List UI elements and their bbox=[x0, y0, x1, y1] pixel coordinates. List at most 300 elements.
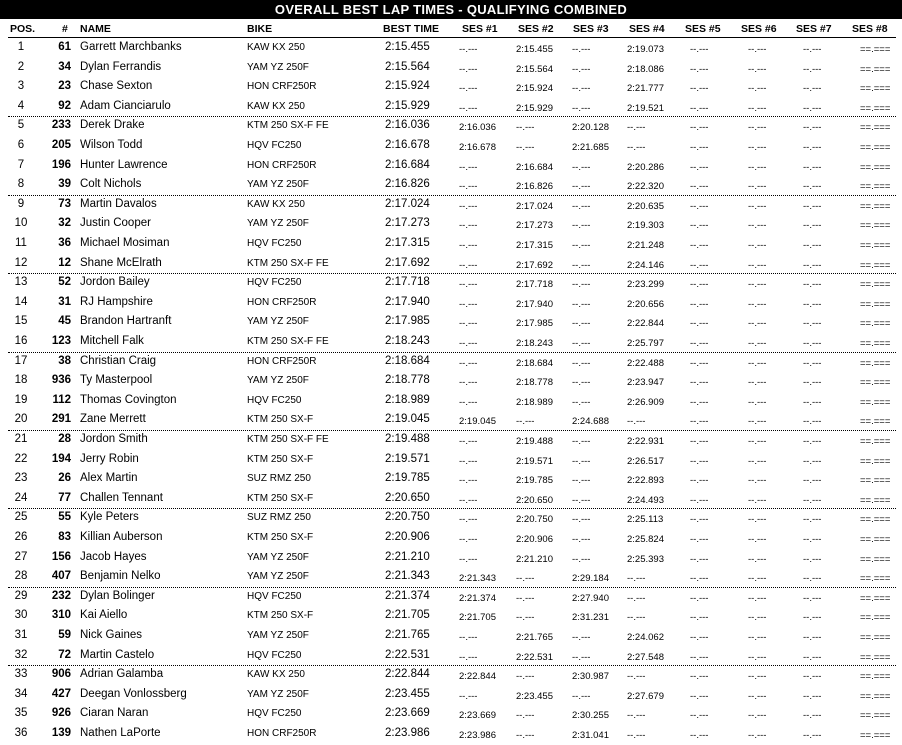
row-session-4-time: --.--- bbox=[627, 612, 646, 624]
row-session-4-time: 2:27.679 bbox=[627, 690, 664, 702]
row-session-4-time: --.--- bbox=[627, 416, 646, 428]
row-session-2-time: 2:18.243 bbox=[516, 338, 553, 349]
row-session-8-time: ==.=== bbox=[860, 475, 891, 487]
row-session-5-time: --.--- bbox=[690, 279, 709, 291]
row-session-1-time: --.--- bbox=[459, 83, 478, 95]
row-session-8-time: ==.=== bbox=[860, 338, 891, 349]
row-session-2-time: 2:17.985 bbox=[516, 318, 553, 330]
row-rider-name: Mitchell Falk bbox=[80, 335, 144, 347]
row-rider-name: Killian Auberson bbox=[80, 531, 163, 543]
row-session-3-time: 2:27.940 bbox=[572, 592, 609, 604]
row-session-1-time: --.--- bbox=[459, 632, 478, 643]
row-session-2-time: 2:21.765 bbox=[516, 632, 553, 643]
row-session-4-time: 2:21.777 bbox=[627, 83, 664, 95]
row-session-6-time: --.--- bbox=[748, 102, 767, 114]
row-session-3-time: --.--- bbox=[572, 632, 591, 643]
header-num: # bbox=[62, 23, 68, 35]
row-session-4-time: 2:20.656 bbox=[627, 298, 664, 310]
row-session-6-time: --.--- bbox=[748, 338, 767, 349]
row-session-1-time: --.--- bbox=[459, 455, 478, 467]
row-session-8-time: ==.=== bbox=[860, 553, 891, 565]
row-session-8-time: ==.=== bbox=[860, 710, 891, 722]
row-session-5-time: --.--- bbox=[690, 514, 709, 526]
row-rider-name: Challen Tennant bbox=[80, 491, 163, 504]
row-session-2-time: 2:15.455 bbox=[516, 44, 553, 55]
row-number: 196 bbox=[51, 158, 71, 171]
row-rider-name: Chase Sexton bbox=[80, 80, 153, 93]
row-session-4-time: 2:24.146 bbox=[627, 259, 664, 271]
row-session-6-time: --.--- bbox=[748, 612, 767, 624]
row-session-8-time: ==.=== bbox=[860, 181, 891, 193]
row-best-time: 2:17.718 bbox=[385, 276, 430, 289]
row-best-time: 2:19.045 bbox=[385, 413, 430, 426]
row-position: 1 bbox=[17, 41, 25, 53]
row-session-1-time: --.--- bbox=[459, 690, 478, 702]
row-session-3-time: --.--- bbox=[572, 651, 591, 663]
row-bike: KTM 250 SX-F FE bbox=[247, 257, 329, 269]
row-best-time: 2:22.844 bbox=[385, 668, 430, 681]
row-bike: YAM YZ 250F bbox=[247, 551, 309, 563]
row-best-time: 2:22.531 bbox=[385, 648, 430, 661]
row-session-8-time: ==.=== bbox=[860, 142, 891, 153]
row-session-2-time: 2:15.564 bbox=[516, 63, 553, 75]
row-session-3-time: 2:31.231 bbox=[572, 612, 609, 624]
row-number: 233 bbox=[51, 119, 71, 132]
row-rider-name: Jordon Bailey bbox=[80, 276, 150, 289]
row-session-3-time: --.--- bbox=[572, 475, 591, 487]
row-bike: YAM YZ 250F bbox=[247, 688, 309, 700]
row-bike: YAM YZ 250F bbox=[247, 375, 309, 387]
row-session-7-time: --.--- bbox=[803, 357, 822, 369]
row-session-5-time: --.--- bbox=[690, 200, 709, 212]
row-session-5-time: --.--- bbox=[690, 612, 709, 624]
table-row bbox=[0, 686, 902, 706]
row-session-3-time: 2:24.688 bbox=[572, 416, 609, 428]
table-row bbox=[0, 529, 902, 549]
row-session-5-time: --.--- bbox=[690, 494, 709, 506]
row-number: 194 bbox=[51, 452, 71, 465]
row-session-4-time: 2:25.113 bbox=[627, 514, 664, 526]
row-session-4-time: 2:25.824 bbox=[627, 534, 664, 545]
row-session-1-time: --.--- bbox=[459, 318, 478, 330]
row-session-3-time: --.--- bbox=[572, 514, 591, 526]
row-position: 31 bbox=[14, 629, 28, 641]
row-number: 310 bbox=[51, 609, 71, 622]
row-session-3-time: --.--- bbox=[572, 494, 591, 506]
row-best-time: 2:17.273 bbox=[385, 217, 430, 230]
row-session-3-time: --.--- bbox=[572, 259, 591, 271]
row-session-3-time: --.--- bbox=[572, 357, 591, 369]
row-session-8-time: ==.=== bbox=[860, 396, 891, 408]
row-session-2-time: 2:16.684 bbox=[516, 161, 553, 173]
row-best-time: 2:15.564 bbox=[385, 60, 430, 73]
row-session-2-time: --.--- bbox=[516, 612, 535, 624]
row-position: 18 bbox=[14, 374, 28, 387]
row-session-2-time: 2:17.273 bbox=[516, 220, 553, 232]
table-row bbox=[0, 490, 902, 510]
row-session-3-time: 2:21.685 bbox=[572, 142, 609, 153]
row-session-2-time: 2:20.750 bbox=[516, 514, 553, 526]
row-position: 6 bbox=[17, 139, 25, 151]
row-rider-name: Michael Mosiman bbox=[80, 237, 170, 249]
row-session-6-time: --.--- bbox=[748, 357, 767, 369]
row-number: 34 bbox=[58, 60, 71, 73]
row-position: 4 bbox=[17, 99, 25, 112]
row-session-7-time: --.--- bbox=[803, 612, 822, 624]
row-rider-name: Hunter Lawrence bbox=[80, 158, 168, 171]
row-rider-name: RJ Hampshire bbox=[80, 295, 153, 308]
row-session-1-time: --.--- bbox=[459, 436, 478, 447]
table-row bbox=[0, 196, 902, 216]
row-session-5-time: --.--- bbox=[690, 475, 709, 487]
page-title: OVERALL BEST LAP TIMES - QUALIFYING COMBINED bbox=[0, 0, 902, 19]
row-session-7-time: --.--- bbox=[803, 122, 822, 134]
row-session-5-time: --.--- bbox=[690, 240, 709, 251]
row-session-7-time: --.--- bbox=[803, 671, 822, 683]
row-session-1-time: --.--- bbox=[459, 553, 478, 565]
row-session-5-time: --.--- bbox=[690, 318, 709, 330]
row-session-8-time: ==.=== bbox=[860, 122, 891, 134]
row-session-2-time: --.--- bbox=[516, 416, 535, 428]
row-session-7-time: --.--- bbox=[803, 494, 822, 506]
row-position: 29 bbox=[14, 589, 28, 602]
row-session-7-time: --.--- bbox=[803, 553, 822, 565]
row-session-1-time: --.--- bbox=[459, 259, 478, 271]
row-session-4-time: 2:25.393 bbox=[627, 553, 664, 565]
table-row bbox=[0, 470, 902, 490]
row-session-7-time: --.--- bbox=[803, 83, 822, 95]
row-session-5-time: --.--- bbox=[690, 338, 709, 349]
row-session-4-time: 2:23.947 bbox=[627, 377, 664, 389]
row-bike: YAM YZ 250F bbox=[247, 630, 309, 641]
row-session-1-time: --.--- bbox=[459, 494, 478, 506]
row-session-1-time: 2:23.986 bbox=[459, 730, 496, 741]
row-bike: KTM 250 SX-F bbox=[247, 492, 314, 504]
row-session-6-time: --.--- bbox=[748, 181, 767, 193]
row-session-7-time: --.--- bbox=[803, 416, 822, 428]
row-session-7-time: --.--- bbox=[803, 181, 822, 193]
row-best-time: 2:19.571 bbox=[385, 452, 430, 465]
header-best-time: BEST TIME bbox=[383, 23, 440, 35]
row-session-4-time: 2:20.635 bbox=[627, 200, 664, 212]
row-session-8-time: ==.=== bbox=[860, 494, 891, 506]
row-session-8-time: ==.=== bbox=[860, 455, 891, 467]
row-session-8-time: ==.=== bbox=[860, 279, 891, 291]
row-session-1-time: 2:19.045 bbox=[459, 416, 496, 428]
row-number: 112 bbox=[52, 393, 71, 406]
row-session-2-time: 2:18.989 bbox=[516, 396, 553, 408]
table-row bbox=[0, 607, 902, 627]
row-session-6-time: --.--- bbox=[748, 416, 767, 428]
row-session-5-time: --.--- bbox=[690, 592, 709, 604]
row-best-time: 2:17.315 bbox=[385, 237, 430, 249]
header-divider bbox=[8, 37, 896, 38]
row-number: 205 bbox=[51, 139, 71, 151]
row-session-8-time: ==.=== bbox=[860, 651, 891, 663]
row-best-time: 2:15.929 bbox=[385, 99, 430, 112]
row-position: 35 bbox=[14, 707, 28, 720]
table-row bbox=[0, 274, 902, 294]
row-session-6-time: --.--- bbox=[748, 220, 767, 232]
table-row bbox=[0, 392, 902, 412]
row-number: 52 bbox=[58, 276, 71, 289]
row-session-8-time: ==.=== bbox=[860, 318, 891, 330]
row-rider-name: Brandon Hartranft bbox=[80, 315, 172, 328]
row-session-7-time: --.--- bbox=[803, 102, 822, 114]
row-rider-name: Zane Merrett bbox=[80, 413, 146, 426]
row-session-6-time: --.--- bbox=[748, 632, 767, 643]
row-session-7-time: --.--- bbox=[803, 730, 822, 741]
row-session-7-time: --.--- bbox=[803, 710, 822, 722]
row-best-time: 2:21.343 bbox=[385, 570, 430, 583]
row-session-6-time: --.--- bbox=[748, 553, 767, 565]
row-session-2-time: 2:15.929 bbox=[516, 102, 553, 114]
row-session-6-time: --.--- bbox=[748, 514, 767, 526]
header-bike: BIKE bbox=[247, 23, 273, 35]
row-session-5-time: --.--- bbox=[690, 671, 709, 683]
row-session-4-time: --.--- bbox=[627, 710, 646, 722]
row-session-1-time: --.--- bbox=[459, 63, 478, 75]
row-session-5-time: --.--- bbox=[690, 142, 709, 153]
row-session-4-time: 2:20.286 bbox=[627, 161, 664, 173]
row-session-1-time: --.--- bbox=[459, 44, 478, 55]
row-number: 232 bbox=[51, 589, 71, 602]
row-session-8-time: ==.=== bbox=[860, 44, 891, 55]
row-session-2-time: 2:22.531 bbox=[516, 651, 553, 663]
row-position: 20 bbox=[14, 413, 28, 426]
row-session-3-time: 2:30.987 bbox=[572, 671, 609, 683]
row-session-6-time: --.--- bbox=[748, 318, 767, 330]
row-session-7-time: --.--- bbox=[803, 44, 822, 55]
row-session-7-time: --.--- bbox=[803, 338, 822, 349]
row-session-8-time: ==.=== bbox=[860, 377, 891, 389]
row-number: 407 bbox=[51, 570, 71, 583]
row-rider-name: Garrett Marchbanks bbox=[80, 41, 182, 53]
row-number: 38 bbox=[58, 354, 71, 367]
row-session-5-time: --.--- bbox=[690, 102, 709, 114]
row-number: 73 bbox=[58, 197, 71, 210]
table-row bbox=[0, 235, 902, 255]
row-session-3-time: --.--- bbox=[572, 534, 591, 545]
header-ses-7: SES #7 bbox=[796, 23, 832, 35]
row-session-8-time: ==.=== bbox=[860, 298, 891, 310]
row-session-6-time: --.--- bbox=[748, 690, 767, 702]
row-best-time: 2:18.778 bbox=[385, 374, 430, 387]
row-session-1-time: --.--- bbox=[459, 200, 478, 212]
row-bike: SUZ RMZ 250 bbox=[247, 512, 311, 524]
row-session-8-time: ==.=== bbox=[860, 514, 891, 526]
row-bike: HON CRF250R bbox=[247, 159, 317, 171]
row-number: 92 bbox=[58, 99, 71, 112]
row-best-time: 2:19.488 bbox=[385, 433, 430, 445]
header-ses-2: SES #2 bbox=[518, 23, 554, 35]
row-number: 906 bbox=[51, 668, 71, 681]
row-bike: YAM YZ 250F bbox=[247, 218, 309, 230]
row-session-1-time: --.--- bbox=[459, 534, 478, 545]
row-session-2-time: 2:20.650 bbox=[516, 494, 553, 506]
row-session-4-time: 2:22.320 bbox=[627, 181, 664, 193]
row-session-8-time: ==.=== bbox=[860, 632, 891, 643]
table-row bbox=[0, 59, 902, 79]
row-session-6-time: --.--- bbox=[748, 279, 767, 291]
row-number: 83 bbox=[58, 531, 71, 543]
row-rider-name: Jacob Hayes bbox=[80, 550, 147, 563]
row-bike: HQV FC250 bbox=[247, 277, 302, 289]
row-best-time: 2:16.826 bbox=[385, 178, 430, 191]
row-session-7-time: --.--- bbox=[803, 534, 822, 545]
row-best-time: 2:23.455 bbox=[385, 687, 430, 700]
table-row bbox=[0, 568, 902, 588]
row-best-time: 2:21.374 bbox=[385, 589, 430, 602]
row-position: 16 bbox=[14, 335, 28, 347]
header-pos: POS. bbox=[10, 23, 36, 35]
table-row bbox=[0, 588, 902, 608]
row-session-3-time: --.--- bbox=[572, 318, 591, 330]
row-bike: HON CRF250R bbox=[247, 728, 317, 739]
row-session-5-time: --.--- bbox=[690, 259, 709, 271]
row-session-4-time: --.--- bbox=[627, 730, 646, 741]
row-session-2-time: 2:17.024 bbox=[516, 200, 553, 212]
row-rider-name: Dylan Bolinger bbox=[80, 589, 155, 602]
row-session-8-time: ==.=== bbox=[860, 102, 891, 114]
row-rider-name: Nathen LaPorte bbox=[80, 727, 161, 739]
row-session-5-time: --.--- bbox=[690, 181, 709, 193]
row-session-3-time: --.--- bbox=[572, 436, 591, 447]
row-session-8-time: ==.=== bbox=[860, 200, 891, 212]
row-session-7-time: --.--- bbox=[803, 142, 822, 153]
row-session-4-time: 2:22.893 bbox=[627, 475, 664, 487]
row-number: 156 bbox=[51, 550, 71, 563]
row-bike: KTM 250 SX-F FE bbox=[247, 120, 329, 132]
table-row bbox=[0, 333, 902, 353]
row-session-3-time: --.--- bbox=[572, 279, 591, 291]
row-session-2-time: 2:15.924 bbox=[516, 83, 553, 95]
row-session-8-time: ==.=== bbox=[860, 83, 891, 95]
row-session-7-time: --.--- bbox=[803, 259, 822, 271]
row-position: 15 bbox=[14, 315, 28, 328]
row-session-5-time: --.--- bbox=[690, 651, 709, 663]
row-session-8-time: ==.=== bbox=[860, 612, 891, 624]
row-bike: KTM 250 SX-F bbox=[247, 610, 314, 622]
row-session-7-time: --.--- bbox=[803, 475, 822, 487]
row-number: 936 bbox=[51, 374, 71, 387]
row-session-4-time: 2:19.521 bbox=[627, 102, 664, 114]
row-bike: KTM 250 SX-F bbox=[247, 532, 314, 543]
row-rider-name: Derek Drake bbox=[80, 119, 145, 132]
row-bike: HON CRF250R bbox=[247, 355, 317, 367]
row-session-8-time: ==.=== bbox=[860, 436, 891, 447]
row-position: 5 bbox=[17, 119, 25, 132]
row-session-8-time: ==.=== bbox=[860, 416, 891, 428]
row-session-3-time: --.--- bbox=[572, 396, 591, 408]
row-session-8-time: ==.=== bbox=[860, 357, 891, 369]
row-position: 22 bbox=[14, 452, 28, 465]
row-position: 25 bbox=[14, 511, 28, 524]
row-position: 9 bbox=[17, 197, 25, 210]
row-session-1-time: --.--- bbox=[459, 102, 478, 114]
row-session-4-time: --.--- bbox=[627, 671, 646, 683]
row-bike: KTM 250 SX-F bbox=[247, 414, 314, 426]
table-row bbox=[0, 666, 902, 686]
row-session-1-time: --.--- bbox=[459, 357, 478, 369]
row-session-4-time: 2:22.844 bbox=[627, 318, 664, 330]
row-rider-name: Benjamin Nelko bbox=[80, 570, 161, 583]
row-session-4-time: 2:25.797 bbox=[627, 338, 664, 349]
row-position: 10 bbox=[14, 217, 28, 230]
row-session-5-time: --.--- bbox=[690, 122, 709, 134]
row-session-1-time: 2:23.669 bbox=[459, 710, 496, 722]
row-session-5-time: --.--- bbox=[690, 83, 709, 95]
row-session-5-time: --.--- bbox=[690, 44, 709, 55]
row-session-4-time: 2:22.931 bbox=[627, 436, 664, 447]
row-number: 59 bbox=[58, 629, 71, 641]
row-bike: YAM YZ 250F bbox=[247, 571, 309, 583]
row-session-1-time: 2:22.844 bbox=[459, 671, 496, 683]
row-session-1-time: --.--- bbox=[459, 514, 478, 526]
row-session-7-time: --.--- bbox=[803, 279, 822, 291]
row-rider-name: Jerry Robin bbox=[80, 452, 139, 465]
row-session-6-time: --.--- bbox=[748, 161, 767, 173]
row-session-6-time: --.--- bbox=[748, 298, 767, 310]
row-session-6-time: --.--- bbox=[748, 455, 767, 467]
row-session-3-time: --.--- bbox=[572, 553, 591, 565]
row-rider-name: Justin Cooper bbox=[80, 217, 151, 230]
row-session-4-time: 2:27.548 bbox=[627, 651, 664, 663]
row-rider-name: Alex Martin bbox=[80, 472, 138, 485]
row-rider-name: Thomas Covington bbox=[80, 393, 177, 406]
row-session-8-time: ==.=== bbox=[860, 63, 891, 75]
table-row bbox=[0, 255, 902, 275]
row-session-2-time: --.--- bbox=[516, 592, 535, 604]
header-ses-1: SES #1 bbox=[462, 23, 498, 35]
row-number: 32 bbox=[58, 217, 71, 230]
row-position: 23 bbox=[14, 472, 28, 485]
table-row bbox=[0, 137, 902, 157]
row-session-7-time: --.--- bbox=[803, 436, 822, 447]
table-header bbox=[0, 21, 902, 38]
row-session-4-time: 2:21.248 bbox=[627, 240, 664, 251]
row-position: 34 bbox=[14, 687, 28, 700]
row-best-time: 2:17.985 bbox=[385, 315, 430, 328]
row-session-4-time: 2:24.062 bbox=[627, 632, 664, 643]
row-session-8-time: ==.=== bbox=[860, 730, 891, 741]
row-session-2-time: --.--- bbox=[516, 671, 535, 683]
row-best-time: 2:15.924 bbox=[385, 80, 430, 93]
row-session-5-time: --.--- bbox=[690, 690, 709, 702]
row-session-8-time: ==.=== bbox=[860, 690, 891, 702]
row-bike: YAM YZ 250F bbox=[247, 179, 309, 191]
row-session-6-time: --.--- bbox=[748, 436, 767, 447]
row-number: 77 bbox=[58, 491, 71, 504]
row-number: 31 bbox=[58, 295, 71, 308]
table-row bbox=[0, 353, 902, 373]
row-session-7-time: --.--- bbox=[803, 573, 822, 585]
row-number: 39 bbox=[58, 178, 71, 191]
row-session-5-time: --.--- bbox=[690, 632, 709, 643]
row-session-4-time: --.--- bbox=[627, 122, 646, 134]
row-best-time: 2:16.684 bbox=[385, 158, 430, 171]
row-session-4-time: 2:26.909 bbox=[627, 396, 664, 408]
header-ses-4: SES #4 bbox=[629, 23, 665, 35]
row-number: 139 bbox=[51, 727, 71, 739]
row-session-3-time: 2:29.184 bbox=[572, 573, 609, 585]
row-number: 28 bbox=[58, 433, 71, 445]
row-position: 24 bbox=[14, 491, 28, 504]
row-session-2-time: 2:19.571 bbox=[516, 455, 553, 467]
row-session-2-time: --.--- bbox=[516, 710, 535, 722]
row-rider-name: Christian Craig bbox=[80, 354, 157, 367]
row-position: 11 bbox=[15, 237, 27, 249]
